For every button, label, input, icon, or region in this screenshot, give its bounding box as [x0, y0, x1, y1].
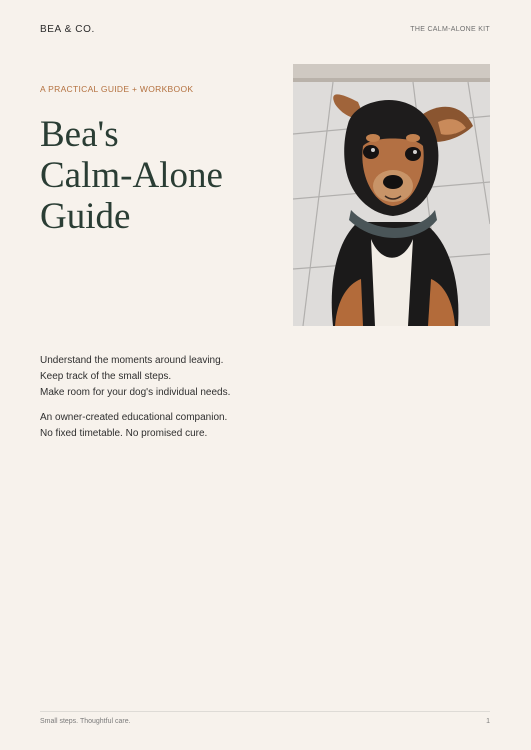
eyebrow-label: A PRACTICAL GUIDE + WORKBOOK [40, 84, 194, 94]
intro-line: Understand the moments around leaving. [40, 355, 224, 366]
page-title [40, 114, 280, 237]
dog-photo [293, 64, 490, 326]
intro-line: Keep track of the small steps. [40, 371, 172, 382]
dog-illustration [293, 64, 490, 326]
intro-line: Make room for your dog's individual needs. [40, 387, 231, 398]
disclaimer-text [40, 410, 227, 442]
page-number: 1 [486, 718, 490, 725]
disclaimer-line: No fixed timetable. No promised cure. [40, 428, 208, 439]
intro-text [40, 353, 230, 401]
title-line: Bea's [40, 114, 119, 155]
brand-name: BEA & CO. [40, 24, 95, 35]
disclaimer-line: An owner-created educational companion. [40, 412, 228, 423]
title-line: Guide [40, 196, 131, 237]
kit-name: THE CALM-ALONE KIT [410, 26, 490, 33]
title-line: Calm-Alone [40, 155, 223, 196]
footer-tagline: Small steps. Thoughtful care. [40, 718, 131, 725]
footer-divider [40, 711, 490, 712]
